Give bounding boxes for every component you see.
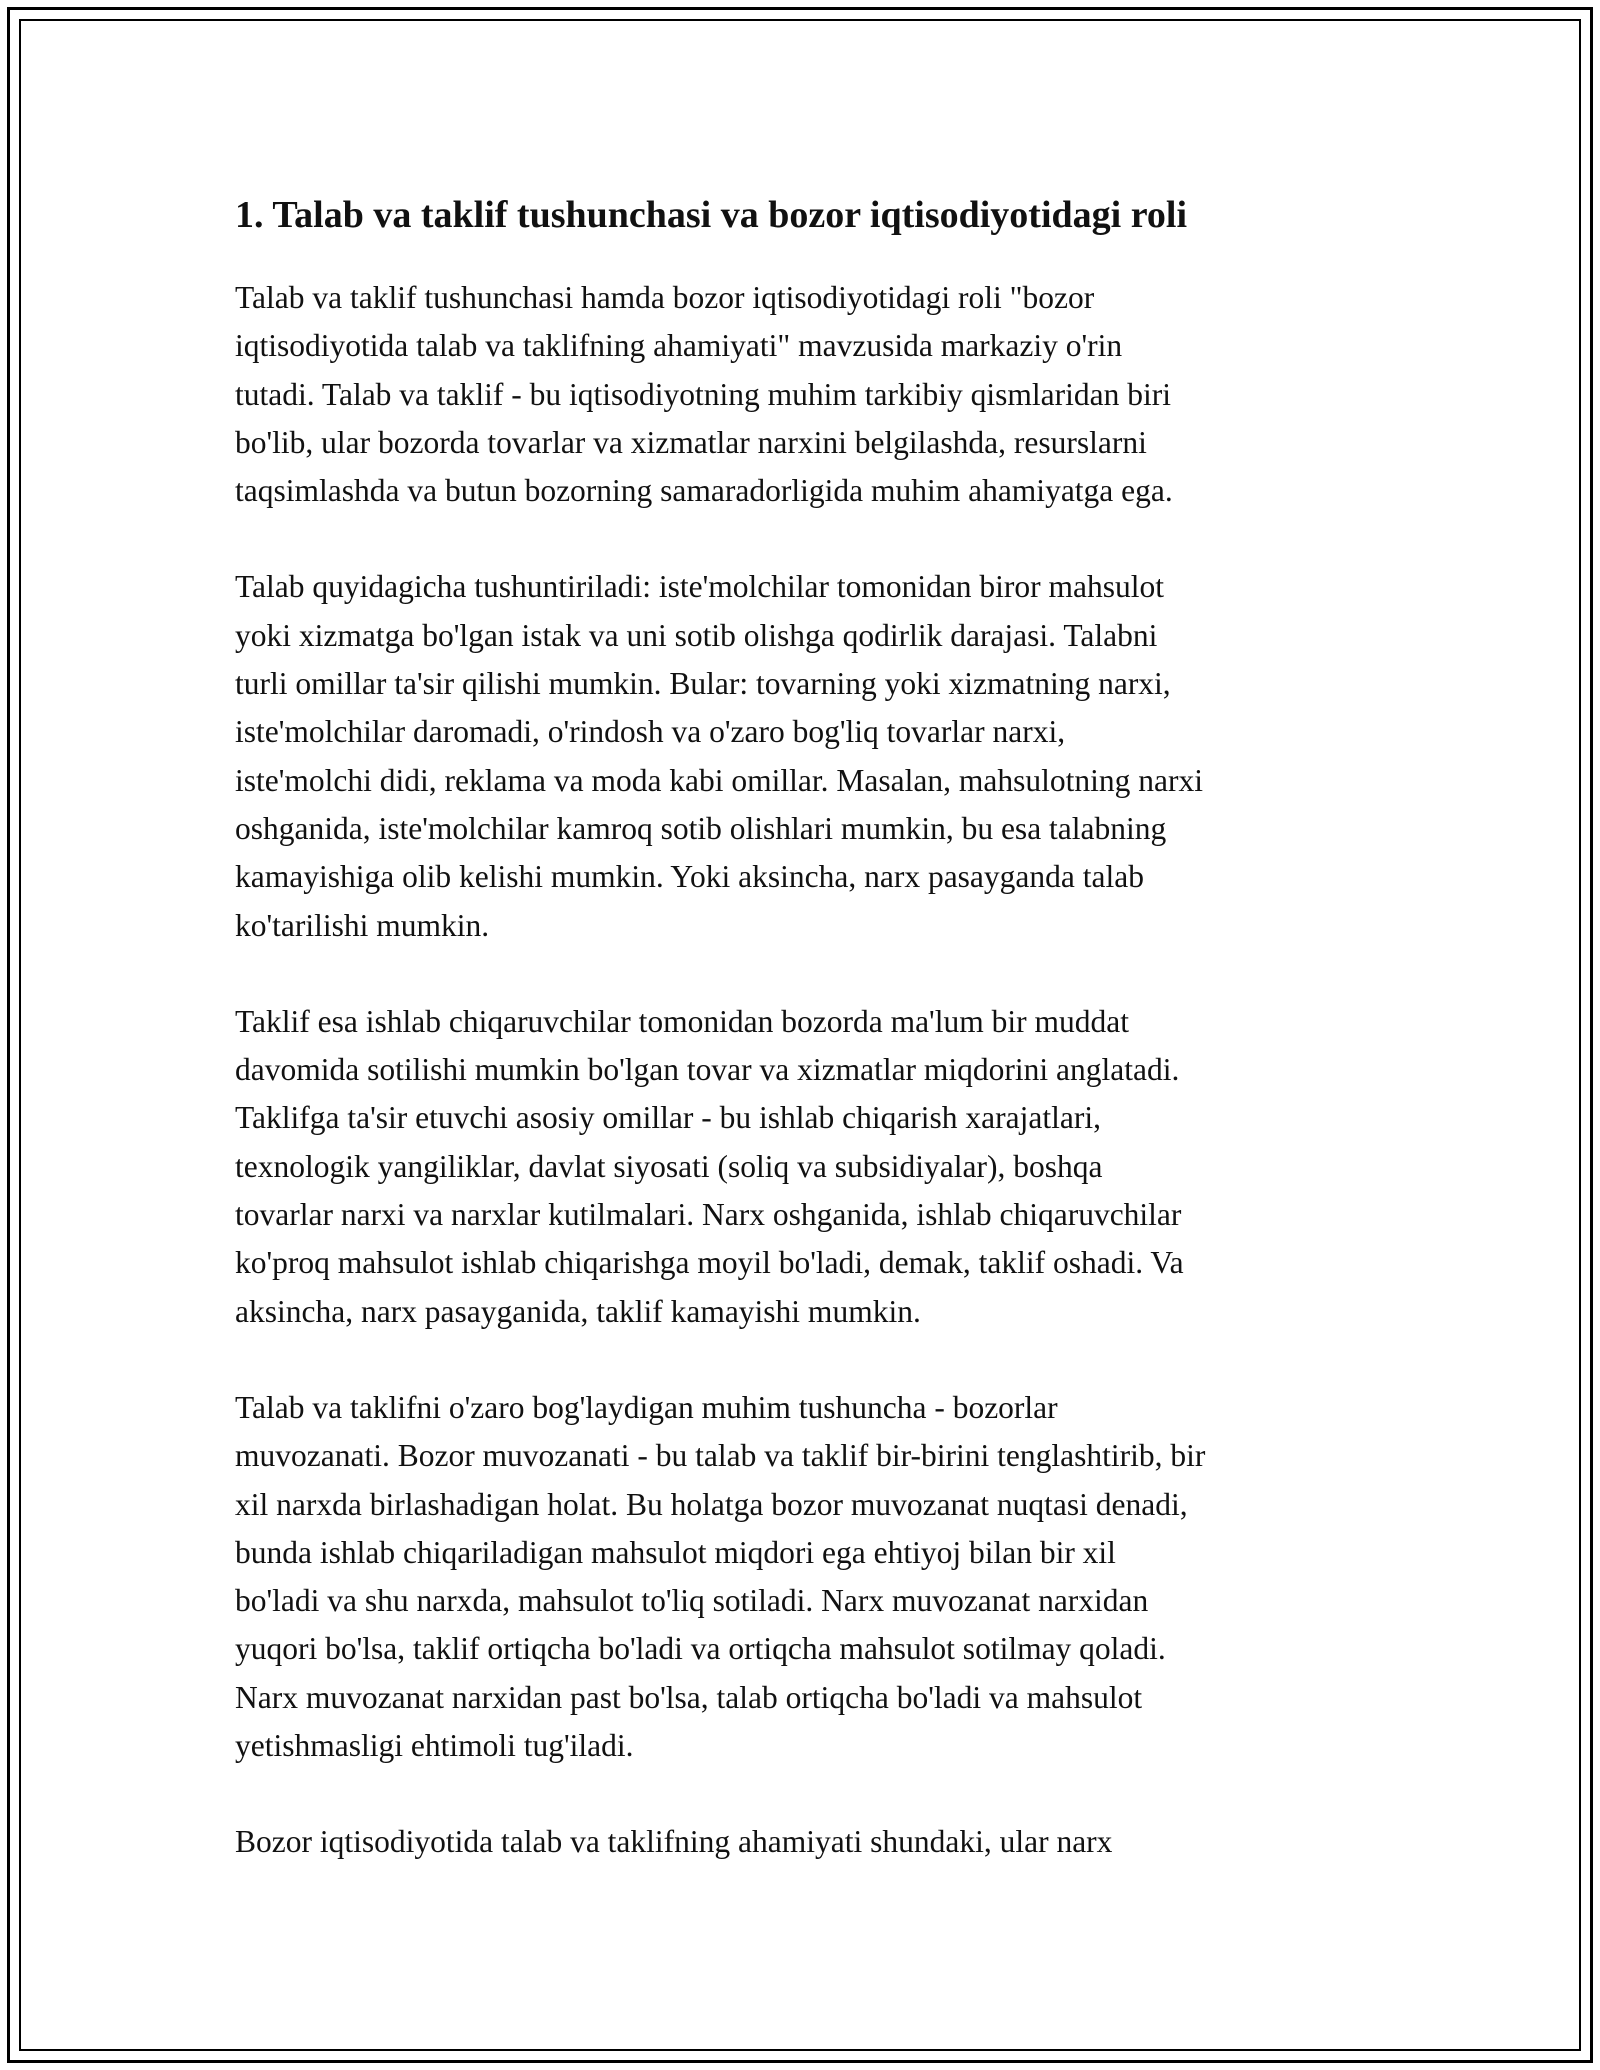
paragraph-demand — [235, 563, 1375, 949]
text-line: bunda ishlab chiqariladigan mahsulot miqdori ega ehtiyoj bilan bir xil — [235, 1534, 1116, 1570]
text-line: oshganida, iste'molchilar kamroq sotib olishlari mumkin, bu esa talabning — [235, 810, 1167, 846]
text-line: yetishmasligi ehtimoli tug'iladi. — [235, 1728, 634, 1764]
paragraph-equilibrium — [235, 1384, 1375, 1770]
text-line: iste'molchilar daromadi, o'rindosh va o'zaro bog'liq tovarlar narxi, — [235, 714, 1066, 750]
paragraph-importance — [235, 1818, 1375, 1866]
text-line: muvozanati. Bozor muvozanati - bu talab va taklif bir-birini tenglashtirib, bir — [235, 1438, 1206, 1474]
text-line: davomida sotilishi mumkin bo'lgan tovar va xizmatlar miqdorini anglatadi. — [235, 1052, 1180, 1088]
text-line: Talab quyidagicha tushuntiriladi: iste'molchilar tomonidan biror mahsulot — [235, 569, 1165, 605]
text-line: Bozor iqtisodiyotida talab va taklifning ahamiyati shundaki, ular narx — [235, 1824, 1113, 1860]
text-line: bo'ladi va shu narxda, mahsulot to'liq sotiladi. Narx muvozanat narxidan — [235, 1583, 1149, 1619]
text-line: iqtisodiyotida talab va taklifning ahamiyati" mavzusida markaziy o'rin — [235, 328, 1123, 364]
paragraph-supply — [235, 998, 1375, 1336]
text-line: tovarlar narxi va narxlar kutilmalari. Narx oshganida, ishlab chiqaruvchilar — [235, 1197, 1182, 1233]
text-line: Talab va taklifni o'zaro bog'laydigan muhim tushuncha - bozorlar — [235, 1389, 1058, 1425]
text-line: Talab va taklif tushunchasi hamda bozor iqtisodiyotidagi roli "bozor — [235, 280, 1095, 315]
text-line: kamayishiga olib kelishi mumkin. Yoki aksincha, narx pasayganda talab — [235, 859, 1144, 895]
text-line: texnologik yangiliklar, davlat siyosati (soliq va subsidiyalar), boshqa — [235, 1148, 1103, 1184]
text-line: ko'proq mahsulot ishlab chiqarishga moyil bo'ladi, demak, taklif oshadi. Va — [235, 1245, 1184, 1281]
text-line: iste'molchi didi, reklama va moda kabi omillar. Masalan, mahsulotning narxi — [235, 762, 1203, 798]
document-body — [235, 190, 1375, 1915]
text-line: ko'tarilishi mumkin. — [235, 907, 490, 943]
text-line: yoki xizmatga bo'lgan istak va uni sotib olishga qodirlik darajasi. Talabni — [235, 617, 1158, 653]
text-line: Taklif esa ishlab chiqaruvchilar tomonidan bozorda ma'lum bir muddat — [235, 1003, 1129, 1039]
text-line: taqsimlashda va butun bozorning samaradorligida muhim ahamiyatga ega. — [235, 473, 1173, 509]
text-line: yuqori bo'lsa, taklif ortiqcha bo'ladi va ortiqcha mahsulot sotilmay qoladi. — [235, 1631, 1166, 1667]
paragraph-intro — [235, 274, 1375, 515]
text-line: bo'lib, ular bozorda tovarlar va xizmatlar narxini belgilashda, resurslarni — [235, 424, 1147, 460]
text-line: xil narxda birlashadigan holat. Bu holatga bozor muvozanat nuqtasi denadi, — [235, 1486, 1188, 1522]
text-line: tutadi. Talab va taklif - bu iqtisodiyotning muhim tarkibiy qismlaridan biri — [235, 376, 1171, 412]
text-line: aksincha, narx pasayganida, taklif kamayishi mumkin. — [235, 1293, 921, 1329]
section-heading: 1. Talab va taklif tushunchasi va bozor iqtisodiyotidagi roli — [235, 194, 1188, 236]
text-line: Taklifga ta'sir etuvchi asosiy omillar - bu ishlab chiqarish xarajatlari, — [235, 1100, 1101, 1136]
text-line: turli omillar ta'sir qilishi mumkin. Bular: tovarning yoki xizmatning narxi, — [235, 666, 1171, 702]
text-line: Narx muvozanat narxidan past bo'lsa, talab ortiqcha bo'ladi va mahsulot — [235, 1679, 1143, 1715]
